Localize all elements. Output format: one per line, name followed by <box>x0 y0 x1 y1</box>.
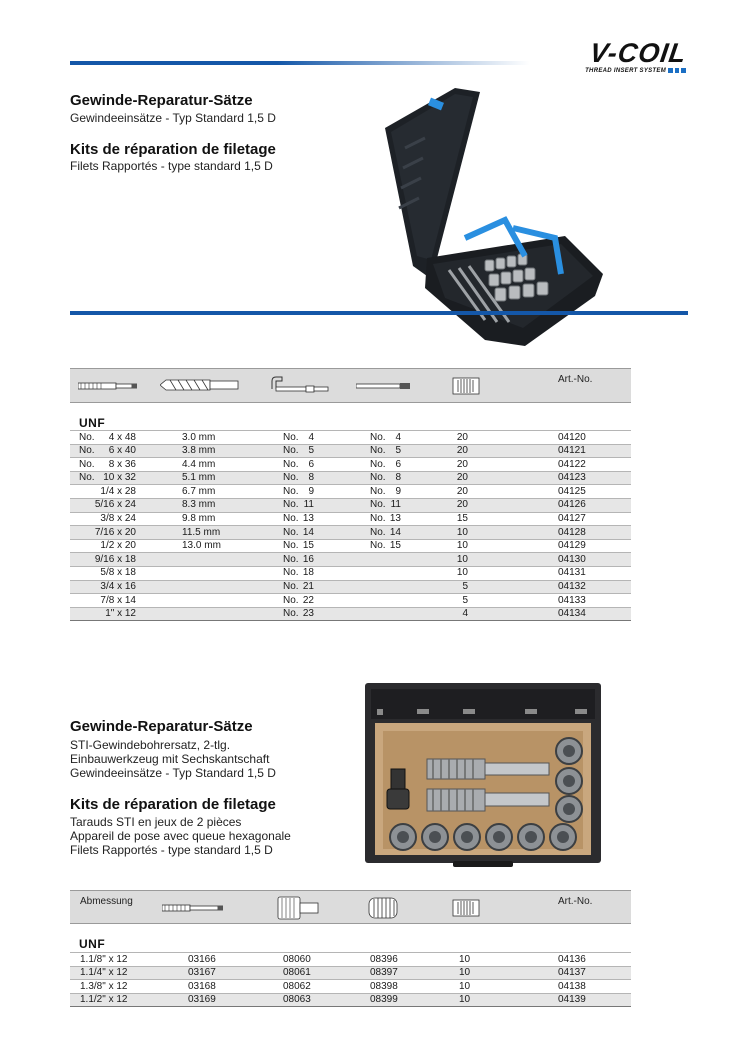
tap-prefix: No. <box>370 526 386 538</box>
tool-number: 11 <box>303 499 314 511</box>
table-row <box>70 512 631 526</box>
table2-body <box>70 952 631 1007</box>
drill-diameter: 8.3 mm <box>182 499 216 511</box>
article-number: 04131 <box>558 567 586 579</box>
article-number: 04121 <box>558 445 586 457</box>
v-coil-logo <box>558 38 688 78</box>
tap-icon <box>78 381 138 391</box>
article-number: 04123 <box>558 472 586 484</box>
table-row <box>70 498 631 512</box>
tap-number: 15 <box>389 540 401 552</box>
tool-prefix: No. <box>283 445 299 457</box>
dimension: 1.3/8" x 12 <box>80 980 128 992</box>
insert-quantity: 10 <box>459 953 471 965</box>
tap-number: 14 <box>389 526 401 538</box>
table-row <box>70 607 631 621</box>
article-number: 04125 <box>558 485 586 497</box>
insert-article: 08398 <box>370 980 398 992</box>
section1-title-de: Gewinde-Reparatur-Sätze <box>70 92 253 109</box>
insert-article: 08396 <box>370 953 398 965</box>
thread-size: 6 x 40 <box>108 445 136 457</box>
insert-quantity: 20 <box>456 485 468 497</box>
thread-size: 4 x 48 <box>108 431 136 443</box>
insert-quantity: 10 <box>456 553 468 565</box>
thread-insert-icon <box>452 376 480 396</box>
section1-subtitle-fr: Filets Rapportés - type standard 1,5 D <box>70 159 273 173</box>
tap-prefix: No. <box>370 458 386 470</box>
insert-quantity: 10 <box>459 994 471 1006</box>
tool-article: 08061 <box>283 967 311 979</box>
section2-line-de-2: Einbauwerkzeug mit Sechskantschaft <box>70 752 270 766</box>
tool-number: 16 <box>302 553 314 565</box>
table-row <box>70 525 631 539</box>
article-number: 04139 <box>558 994 586 1006</box>
tap-number: 4 <box>395 431 401 443</box>
tool-prefix: No. <box>283 581 299 593</box>
drill-diameter: 4.4 mm <box>182 458 216 470</box>
thread-size: 10 x 32 <box>103 472 136 484</box>
thread-size: 3/8 x 24 <box>100 513 136 525</box>
tool-number: 4 <box>308 431 314 443</box>
size-prefix: No. <box>79 431 95 443</box>
table-row <box>70 966 631 980</box>
tap-number: 8 <box>395 472 401 484</box>
section2-title-de: Gewinde-Reparatur-Sätze <box>70 718 253 735</box>
tap-number: 11 <box>390 499 401 511</box>
tap-article: 03167 <box>188 967 216 979</box>
tool-prefix: No. <box>283 608 299 620</box>
drill-diameter: 5.1 mm <box>182 472 216 484</box>
section2-line-fr-2: Appareil de pose avec queue hexagonale <box>70 829 291 843</box>
logo-brand: V-COIL <box>587 38 689 68</box>
section1-subtitle-de: Gewindeeinsätze - Typ Standard 1,5 D <box>70 111 276 125</box>
size-prefix: No. <box>79 472 95 484</box>
section2-title-fr: Kits de réparation de filetage <box>70 796 276 813</box>
table2-art-header: Art.-No. <box>558 896 593 907</box>
tool-number: 21 <box>302 581 314 593</box>
insert-quantity: 5 <box>462 581 468 593</box>
table-row <box>70 952 631 966</box>
tool-prefix: No. <box>283 431 299 443</box>
insert-article: 08399 <box>370 994 398 1006</box>
repair-kit-case-image <box>385 88 605 346</box>
section1-title-fr: Kits de réparation de filetage <box>70 141 276 158</box>
table-row <box>70 430 631 444</box>
tool-prefix: No. <box>283 499 299 511</box>
table-row <box>70 539 631 553</box>
blue-divider <box>70 311 688 315</box>
tool-number: 22 <box>302 594 314 606</box>
tool-article: 08060 <box>283 953 311 965</box>
insert-quantity: 5 <box>462 594 468 606</box>
drill-diameter: 13.0 mm <box>182 540 221 552</box>
insert-quantity: 20 <box>456 472 468 484</box>
insert-quantity: 10 <box>459 980 471 992</box>
tool-prefix: No. <box>283 540 299 552</box>
insert-quantity: 10 <box>459 967 471 979</box>
table-row <box>70 566 631 580</box>
drill-diameter: 3.0 mm <box>182 431 216 443</box>
tool-prefix: No. <box>283 485 299 497</box>
table-row <box>70 552 631 566</box>
insert-quantity: 10 <box>456 567 468 579</box>
logo-dots <box>668 68 686 73</box>
drill-diameter: 3.8 mm <box>182 445 216 457</box>
tap-number: 5 <box>395 445 401 457</box>
article-number: 04138 <box>558 980 586 992</box>
article-number: 04132 <box>558 581 586 593</box>
tool-article: 08063 <box>283 994 311 1006</box>
insert-quantity: 20 <box>456 431 468 443</box>
tap-prefix: No. <box>370 513 386 525</box>
thread-size: 1/4 x 28 <box>100 485 136 497</box>
tool-prefix: No. <box>283 472 299 484</box>
tool-number: 14 <box>302 526 314 538</box>
size-prefix: No. <box>79 445 95 457</box>
article-number: 04126 <box>558 499 586 511</box>
sti-tap-icon <box>162 903 224 913</box>
size-prefix: No. <box>79 458 95 470</box>
table1-art-header: Art.-No. <box>558 374 593 385</box>
thread-insert-icon-2 <box>452 898 480 918</box>
break-off-tool-icon <box>356 381 412 391</box>
article-number: 04120 <box>558 431 586 443</box>
dimension: 1.1/8" x 12 <box>80 953 128 965</box>
thread-size: 7/16 x 20 <box>94 526 136 538</box>
tool-number: 8 <box>308 472 314 484</box>
tool-prefix: No. <box>283 553 299 565</box>
drill-diameter: 6.7 mm <box>182 485 216 497</box>
insert-quantity: 10 <box>456 526 468 538</box>
thread-size: 1" x 12 <box>105 608 136 620</box>
article-number: 04130 <box>558 553 586 565</box>
article-number: 04128 <box>558 526 586 538</box>
tool-number: 15 <box>302 540 314 552</box>
top-gradient-rule <box>70 61 530 65</box>
table2-header <box>70 890 631 924</box>
dimension: 1.1/2" x 12 <box>80 994 128 1006</box>
metal-case-kit-image <box>363 681 603 869</box>
hex-tool-icon <box>276 895 320 921</box>
table-row <box>70 444 631 458</box>
table-row <box>70 457 631 471</box>
tool-number: 9 <box>308 485 314 497</box>
tool-number: 18 <box>302 567 314 579</box>
section2-line-de-3: Gewindeeinsätze - Typ Standard 1,5 D <box>70 766 276 780</box>
logo-tagline: THREAD INSERT SYSTEM <box>585 68 666 74</box>
table-row <box>70 580 631 594</box>
article-number: 04133 <box>558 594 586 606</box>
thread-size: 5/16 x 24 <box>94 499 136 511</box>
tap-number: 6 <box>395 458 401 470</box>
table1-group-label: UNF <box>79 416 106 430</box>
article-number: 04122 <box>558 458 586 470</box>
insert-coil-icon <box>368 896 398 920</box>
tap-number: 13 <box>389 513 401 525</box>
dimension: 1.1/4" x 12 <box>80 967 128 979</box>
table-row <box>70 484 631 498</box>
insert-quantity: 15 <box>456 513 468 525</box>
tap-article: 03169 <box>188 994 216 1006</box>
table1-body <box>70 430 631 621</box>
insert-quantity: 20 <box>456 499 468 511</box>
section2-line-de-1: STI-Gewindebohrersatz, 2-tlg. <box>70 738 231 752</box>
insert-article: 08397 <box>370 967 398 979</box>
insert-quantity: 20 <box>456 445 468 457</box>
table2-dimension-header: Abmessung <box>80 896 133 907</box>
tool-article: 08062 <box>283 980 311 992</box>
table1-header <box>70 368 631 403</box>
tool-prefix: No. <box>283 594 299 606</box>
tap-article: 03166 <box>188 953 216 965</box>
article-number: 04127 <box>558 513 586 525</box>
tool-number: 6 <box>308 458 314 470</box>
tool-number: 5 <box>308 445 314 457</box>
drill-diameter: 9.8 mm <box>182 513 216 525</box>
tool-prefix: No. <box>283 458 299 470</box>
drill-diameter: 11.5 mm <box>182 526 221 538</box>
tap-article: 03168 <box>188 980 216 992</box>
article-number: 04136 <box>558 953 586 965</box>
tap-prefix: No. <box>370 472 386 484</box>
thread-size: 7/8 x 14 <box>100 594 136 606</box>
tool-prefix: No. <box>283 567 299 579</box>
thread-size: 1/2 x 20 <box>100 540 136 552</box>
table2-group-label: UNF <box>79 937 106 951</box>
table-row <box>70 593 631 607</box>
tap-number: 9 <box>395 485 401 497</box>
tool-number: 13 <box>302 513 314 525</box>
thread-size: 9/16 x 18 <box>94 553 136 565</box>
thread-size: 8 x 36 <box>108 458 136 470</box>
table-row <box>70 471 631 485</box>
insert-quantity: 20 <box>456 458 468 470</box>
article-number: 04129 <box>558 540 586 552</box>
installation-tool-icon <box>268 375 330 395</box>
tap-prefix: No. <box>370 445 386 457</box>
table-row <box>70 993 631 1007</box>
tap-prefix: No. <box>370 540 386 552</box>
section2-line-fr-1: Tarauds STI en jeux de 2 pièces <box>70 815 242 829</box>
tool-prefix: No. <box>283 513 299 525</box>
thread-size: 5/8 x 18 <box>100 567 136 579</box>
thread-size: 3/4 x 16 <box>100 581 136 593</box>
tool-prefix: No. <box>283 526 299 538</box>
tap-prefix: No. <box>370 499 386 511</box>
article-number: 04134 <box>558 608 586 620</box>
article-number: 04137 <box>558 967 586 979</box>
insert-quantity: 10 <box>456 540 468 552</box>
section2-line-fr-3: Filets Rapportés - type standard 1,5 D <box>70 843 273 857</box>
tap-prefix: No. <box>370 485 386 497</box>
tool-number: 23 <box>302 608 314 620</box>
tap-prefix: No. <box>370 431 386 443</box>
drill-bit-icon <box>160 379 240 391</box>
table-row <box>70 979 631 993</box>
insert-quantity: 4 <box>462 608 468 620</box>
